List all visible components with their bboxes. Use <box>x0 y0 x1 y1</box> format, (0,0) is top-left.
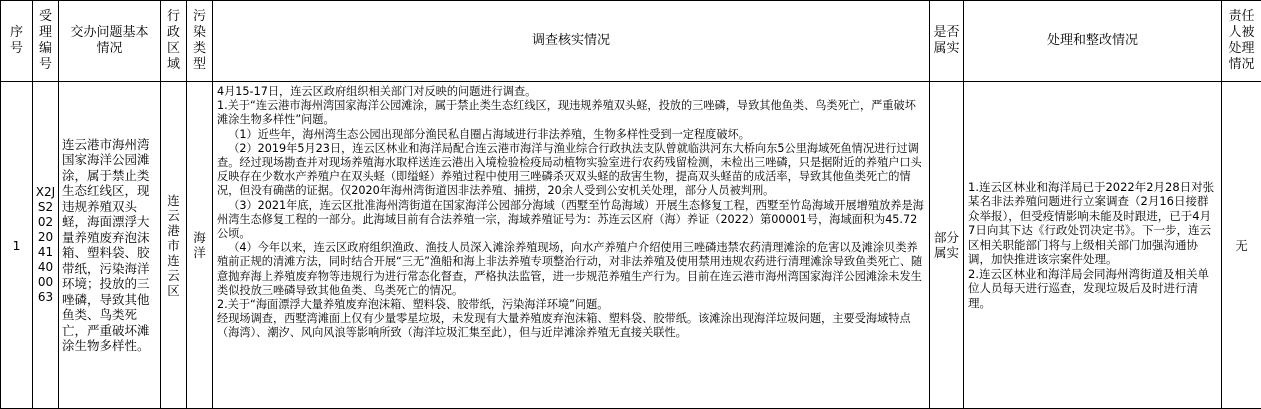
cell-verified: 部分属实 <box>930 82 964 409</box>
investigation-para: （1）近些年，海州湾生态公园出现部分渔民私自圈占海域进行非法养殖，生物多样性受到一定程度破坏。 <box>217 128 925 142</box>
header-issue: 交办问题基本情况 <box>59 1 161 82</box>
cell-accountability: 无 <box>1222 82 1261 409</box>
cell-handling <box>964 82 1222 409</box>
handling-para: 2.连云区林业和海洋局会同海州湾街道及相关单位人员每天进行巡查，发现垃圾后及时进行清理。 <box>968 267 1217 311</box>
header-verified: 是否属实 <box>930 1 964 82</box>
header-pollution-type: 污染类型 <box>187 1 213 82</box>
header-seq: 序号 <box>1 1 33 82</box>
investigation-para: （4）今年以来，连云区政府组织渔政、渔技人员深入滩涂养殖现场，向水产养殖户介绍使用三唑磷违禁农药清理滩涂的危害以及滩涂贝类养殖前正规的清滩方法，同时结合开展“三无”渔船和海上非法养殖专项整治行动，对非法养殖及使用禁用违规农药进行清理滩涂导致鱼类死亡、随意抛弃海上养殖废弃物等违规行为进行常态化督查，严格执法监管，进一步规范养殖生产行为。目前在连云港市海州湾国家海洋公园滩涂未发生类似投放三唑磷导致其他鱼类、鸟类死亡的情况。 <box>217 241 925 298</box>
investigation-para: 4月15-17日，连云区政府组织相关部门对反映的问题进行调查。 <box>217 85 925 99</box>
cell-seq: 1 <box>1 82 33 409</box>
header-accountability: 责任人被处理情况 <box>1222 1 1261 82</box>
header-handling: 处理和整改情况 <box>964 1 1222 82</box>
header-district: 行政区域 <box>161 1 187 82</box>
handling-para: 1.连云区林业和海洋局已于2022年2月28日对张某名非法养殖问题进行立案调查（2月16日接群众举报），但受疫情影响未能及时跟进，已于4月7日向其下达《行政处罚决定书》。下一步，连云区相关职能部门将与上级相关部门加强沟通协调，加快推进该宗案件处理。 <box>968 180 1217 267</box>
cell-issue: 连云港市海州湾国家海洋公园滩涂，属于禁止类生态红线区，现违规养殖双头蛏，海面漂浮大量养殖废弃泡沫箱、塑料袋、胶带纸，污染海洋环境；投放的三唑磷，导致其他鱼类、鸟类死亡，严重破坏滩涂生物多样性。 <box>59 82 161 409</box>
investigation-para: 经现场调查，西墅湾滩面上仅有少量零星垃圾，未发现有大量养殖废弃泡沫箱、塑料袋、胶带纸。该滩涂出现海洋垃圾问题，主要受海域特点（海湾）、潮汐、风向风浪等影响所致（海洋垃圾汇集至此），但与近岸滩涂养殖无直接关联性。 <box>217 312 925 340</box>
cell-investigation <box>213 82 930 409</box>
header-investigation: 调查核实情况 <box>213 1 930 82</box>
investigation-para: （3）2021年底，连云区批准海州湾街道在国家海洋公园部分海域（西墅至竹岛海域）开展生态修复工程，西墅至竹岛海域开展增殖放养是海州湾生态修复工程的一部分。此海域目前有合法养殖一宗，海域养殖证号为：苏连云区府（海）养证（2022）第00001号，海域面积为45.72公顷。 <box>217 199 925 242</box>
investigation-para: （2）2019年5月23日，连云区林业和海洋局配合连云港市海洋与渔业综合行政执法支队曾就临洪河东大桥向东5公里海域死鱼情况进行过调查。经过现场勘查并对现场养殖海水取样送连云港出入境检验检疫局动植物实验室进行农药残留检测，未检出三唑磷，只是据附近的养殖户口头反映存在少数水产养殖户在双头蛏（即缢蛏）养殖过程中使用三唑磷杀灭双头蛏的敌害生物，提高双头蛏苗的成活率，导致其他鱼类死亡的情况，但没有确凿的证据。仅2020年海州湾街道因非法养殖、捕捞，20余人受到公安机关处理，部分人员被判刑。 <box>217 142 925 199</box>
investigation-para: 1.关于“连云港市海州湾国家海洋公园滩涂，属于禁止类生态红线区，现违规养殖双头蛏，投放的三唑磷，导致其他鱼类、鸟类死亡，严重破坏滩涂生物多样性”问题。 <box>217 99 925 127</box>
header-row <box>1 1 1261 82</box>
cell-receipt-no: X2JS2022041400063 <box>33 82 59 409</box>
table-row <box>1 82 1261 409</box>
cell-pollution-type: 海洋 <box>187 82 213 409</box>
header-receipt-no: 受理编号 <box>33 1 59 82</box>
investigation-para: 2.关于“海面漂浮大量养殖废弃泡沫箱、塑料袋、胶带纸，污染海洋环境”问题。 <box>217 298 925 312</box>
cell-district: 连云港市连云区 <box>161 82 187 409</box>
